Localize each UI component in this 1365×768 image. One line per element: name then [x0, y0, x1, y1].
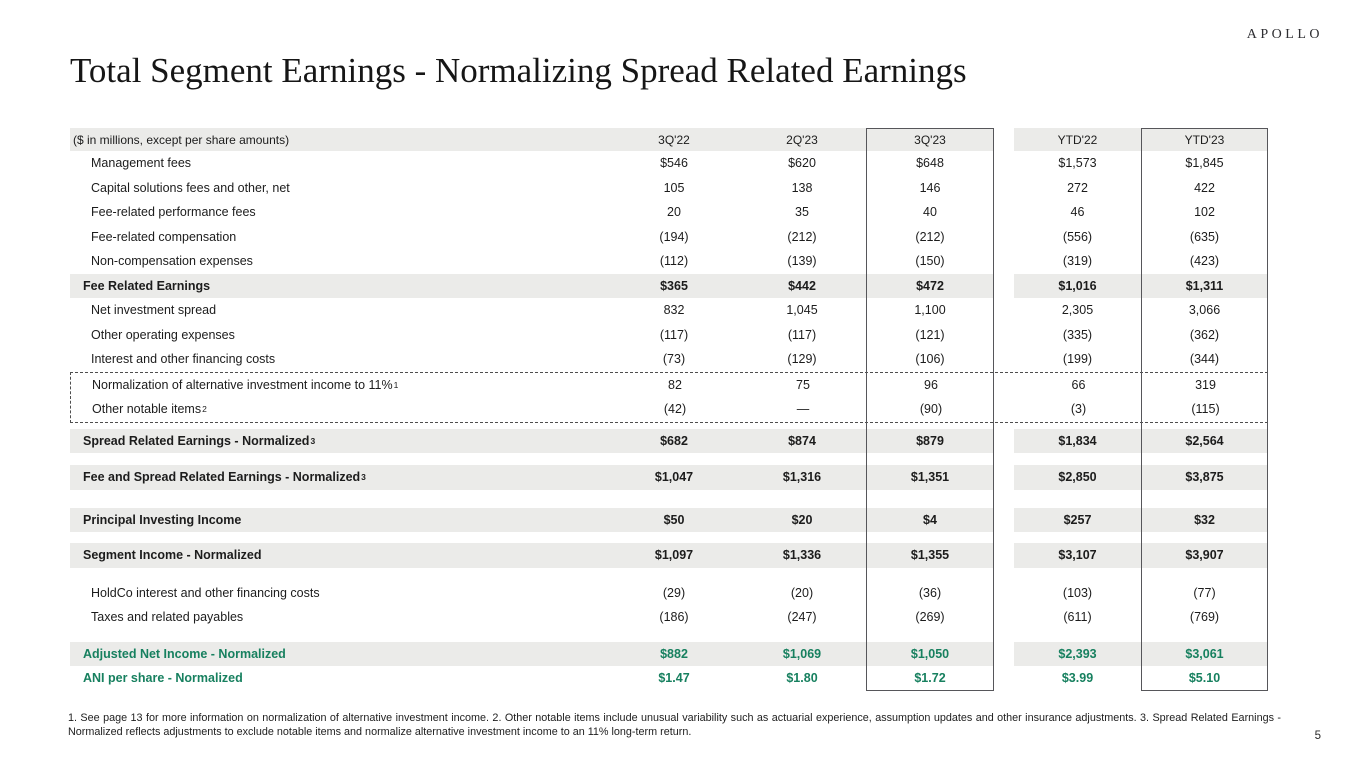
- column-group-gap: [994, 323, 1014, 348]
- cell: (112): [659, 254, 689, 268]
- cell: 272: [1067, 180, 1088, 195]
- cell: $3.99: [1061, 671, 1094, 685]
- cell: $1,069: [738, 642, 866, 667]
- row-label: Normalization of alternative investment income to 11% 1: [92, 377, 399, 392]
- row-label: Other operating expenses: [91, 327, 235, 342]
- table-row: [70, 151, 1268, 176]
- earnings-table: [70, 128, 1268, 691]
- cell: —: [796, 402, 810, 416]
- table-row: [70, 225, 1268, 250]
- cell: $1,845: [1185, 156, 1224, 170]
- cell: 96: [924, 377, 938, 392]
- cell: (362): [1189, 327, 1220, 342]
- cell: 82: [668, 377, 682, 392]
- cell: (129): [787, 352, 817, 366]
- row-label: HoldCo interest and other financing costs: [91, 585, 320, 600]
- cell: (121): [915, 327, 945, 342]
- cell: 3,066: [1188, 303, 1221, 317]
- column-header-3q22: 3Q'22: [610, 128, 738, 151]
- cell: (611): [1063, 610, 1092, 624]
- cell: (769): [1189, 610, 1220, 624]
- cell: (186): [659, 610, 689, 624]
- table-row: [70, 274, 1268, 299]
- cell: $1,316: [738, 465, 866, 490]
- page-title: Total Segment Earnings - Normalizing Spread Related Earnings: [70, 51, 967, 90]
- cell: $1,351: [866, 465, 994, 490]
- cell: 138: [791, 180, 813, 195]
- cell: (319): [1062, 254, 1093, 268]
- table-row: [70, 176, 1268, 201]
- column-group-gap: [994, 429, 1014, 454]
- column-group-gap: [994, 347, 1014, 372]
- cell: $1,336: [738, 543, 866, 568]
- cell: (20): [790, 585, 814, 600]
- cell: $4: [866, 508, 994, 533]
- cell: (199): [1062, 352, 1093, 366]
- column-group-gap: [994, 176, 1014, 201]
- table-row: [70, 200, 1268, 225]
- cell: $874: [738, 429, 866, 454]
- cell: $20: [738, 508, 866, 533]
- cell: 2,305: [1061, 303, 1094, 317]
- column-group-gap: [994, 543, 1014, 568]
- column-group-gap: [994, 274, 1014, 299]
- cell: $32: [1141, 508, 1268, 533]
- footnote: 1. See page 13 for more information on normalization of alternative investment income. 2. Other notable items include unusual variability such as actuarial experience, assumption updates and other insurance adjustments. 3. Spread Related Earnings - Normalized reflects adjustments to exclude notable items and normalize alternative investment income to an 11% long-term return.: [68, 712, 1281, 738]
- table-row: [70, 298, 1268, 323]
- cell: $1,573: [1058, 156, 1097, 170]
- table-row: [70, 666, 1268, 691]
- cell: $1,016: [1014, 274, 1141, 299]
- cell: $3,875: [1141, 465, 1268, 490]
- cell: $5.10: [1188, 671, 1221, 685]
- cell: 40: [923, 205, 937, 219]
- cell: (344): [1189, 352, 1220, 366]
- table-row: [70, 429, 1268, 454]
- cell: (212): [787, 229, 817, 244]
- cell: (247): [787, 610, 817, 624]
- cell: (103): [1062, 585, 1093, 600]
- cell: (150): [915, 254, 945, 268]
- cell: (29): [662, 585, 686, 600]
- table-row: [70, 642, 1268, 667]
- page-number: 5: [1314, 730, 1321, 742]
- row-label: Fee and Spread Related Earnings - Normalized 3: [70, 465, 610, 490]
- cell: $1,834: [1014, 429, 1141, 454]
- cell: 35: [795, 205, 809, 219]
- cell: (139): [787, 254, 817, 268]
- cell: (117): [787, 327, 817, 342]
- cell: $1,050: [866, 642, 994, 667]
- cell: $546: [660, 156, 688, 170]
- cell: 422: [1194, 180, 1215, 195]
- row-label: Capital solutions fees and other, net: [91, 180, 290, 195]
- column-group-gap: [994, 249, 1014, 274]
- cell: $1.47: [658, 671, 690, 685]
- cell: 102: [1194, 205, 1215, 219]
- cell: 319: [1195, 377, 1216, 392]
- normalization-dashed-box: [70, 372, 1268, 423]
- cell: $50: [610, 508, 738, 533]
- column-group-gap: [994, 225, 1014, 250]
- cell: (3): [1070, 402, 1087, 416]
- column-group-gap: [994, 200, 1014, 225]
- table-row: [70, 605, 1268, 630]
- cell: (73): [662, 352, 686, 366]
- cell: (42): [663, 402, 687, 416]
- column-header-3q23: 3Q'23: [866, 128, 994, 151]
- column-group-gap: [994, 298, 1014, 323]
- table-row: [70, 508, 1268, 533]
- cell: $2,393: [1014, 642, 1141, 667]
- cell: 1,045: [786, 303, 818, 317]
- row-label: Net investment spread: [91, 303, 217, 317]
- table-row: [70, 543, 1268, 568]
- cell: (115): [1191, 402, 1220, 416]
- cell: $2,850: [1014, 465, 1141, 490]
- table-row: [70, 323, 1268, 348]
- cell: $620: [788, 156, 816, 170]
- row-label: Non-compensation expenses: [91, 254, 253, 268]
- cell: (36): [918, 585, 942, 600]
- cell: (269): [915, 610, 945, 624]
- cell: (423): [1189, 254, 1220, 268]
- cell: (77): [1193, 585, 1216, 600]
- table-row: [70, 249, 1268, 274]
- cell: 46: [1070, 205, 1085, 219]
- row-label: Spread Related Earnings - Normalized 3: [70, 429, 610, 454]
- table-units-label: ($ in millions, except per share amounts): [70, 128, 610, 151]
- cell: 20: [667, 205, 681, 219]
- cell: (194): [659, 229, 689, 244]
- cell: $1,047: [610, 465, 738, 490]
- table-row: [70, 347, 1268, 372]
- apollo-logo: APOLLO: [1246, 27, 1323, 42]
- table-row: [71, 373, 1267, 398]
- row-label: Principal Investing Income: [70, 508, 610, 533]
- cell: 1,100: [914, 303, 946, 317]
- row-label: Fee Related Earnings: [70, 274, 610, 299]
- table-rows: [70, 151, 1268, 691]
- cell: $2,564: [1141, 429, 1268, 454]
- column-group-gap: [994, 508, 1014, 533]
- column-group-gap: [995, 397, 1015, 422]
- column-group-gap: [994, 605, 1014, 630]
- cell: $442: [738, 274, 866, 299]
- cell: $3,061: [1141, 642, 1268, 667]
- row-label: Other notable items 2: [92, 402, 207, 416]
- cell: $3,107: [1014, 543, 1141, 568]
- table-header-row: [70, 128, 1268, 151]
- cell: 75: [796, 377, 810, 392]
- cell: $1.80: [786, 671, 818, 685]
- table-row: [70, 581, 1268, 606]
- column-header-2q23: 2Q'23: [738, 128, 866, 151]
- row-label: Segment Income - Normalized: [70, 543, 610, 568]
- column-group-gap: [994, 128, 1014, 151]
- cell: 66: [1071, 377, 1086, 392]
- cell: $682: [610, 429, 738, 454]
- column-header-ytd22: YTD'22: [1014, 128, 1141, 151]
- row-label: Taxes and related payables: [91, 610, 244, 624]
- table-row: [71, 397, 1267, 422]
- cell: $1,097: [610, 543, 738, 568]
- cell: (117): [659, 327, 689, 342]
- cell: $879: [866, 429, 994, 454]
- column-group-gap: [994, 151, 1014, 176]
- row-label: Interest and other financing costs: [91, 352, 276, 366]
- cell: (90): [919, 402, 943, 416]
- row-label: Fee-related compensation: [91, 229, 237, 244]
- column-header-ytd23: YTD'23: [1141, 128, 1268, 151]
- cell: $648: [916, 156, 944, 170]
- cell: (106): [915, 352, 945, 366]
- table-row: [70, 465, 1268, 490]
- cell: (635): [1189, 229, 1220, 244]
- cell: $1,311: [1141, 274, 1268, 299]
- cell: 832: [663, 303, 685, 317]
- row-label: ANI per share - Normalized: [83, 671, 243, 685]
- cell: (335): [1062, 327, 1093, 342]
- column-group-gap: [994, 642, 1014, 667]
- column-group-gap: [994, 666, 1014, 691]
- cell: (556): [1062, 229, 1093, 244]
- cell: 105: [663, 180, 685, 195]
- cell: (212): [915, 229, 945, 244]
- cell: $257: [1014, 508, 1141, 533]
- column-group-gap: [994, 465, 1014, 490]
- cell: 146: [919, 180, 941, 195]
- cell: $1,355: [866, 543, 994, 568]
- column-group-gap: [994, 581, 1014, 606]
- cell: $365: [610, 274, 738, 299]
- cell: $472: [866, 274, 994, 299]
- row-label: Adjusted Net Income - Normalized: [70, 642, 610, 667]
- cell: $1.72: [914, 671, 946, 685]
- column-group-gap: [995, 373, 1015, 398]
- cell: $882: [610, 642, 738, 667]
- row-label: Fee-related performance fees: [91, 205, 256, 219]
- row-label: Management fees: [91, 156, 192, 170]
- cell: $3,907: [1141, 543, 1268, 568]
